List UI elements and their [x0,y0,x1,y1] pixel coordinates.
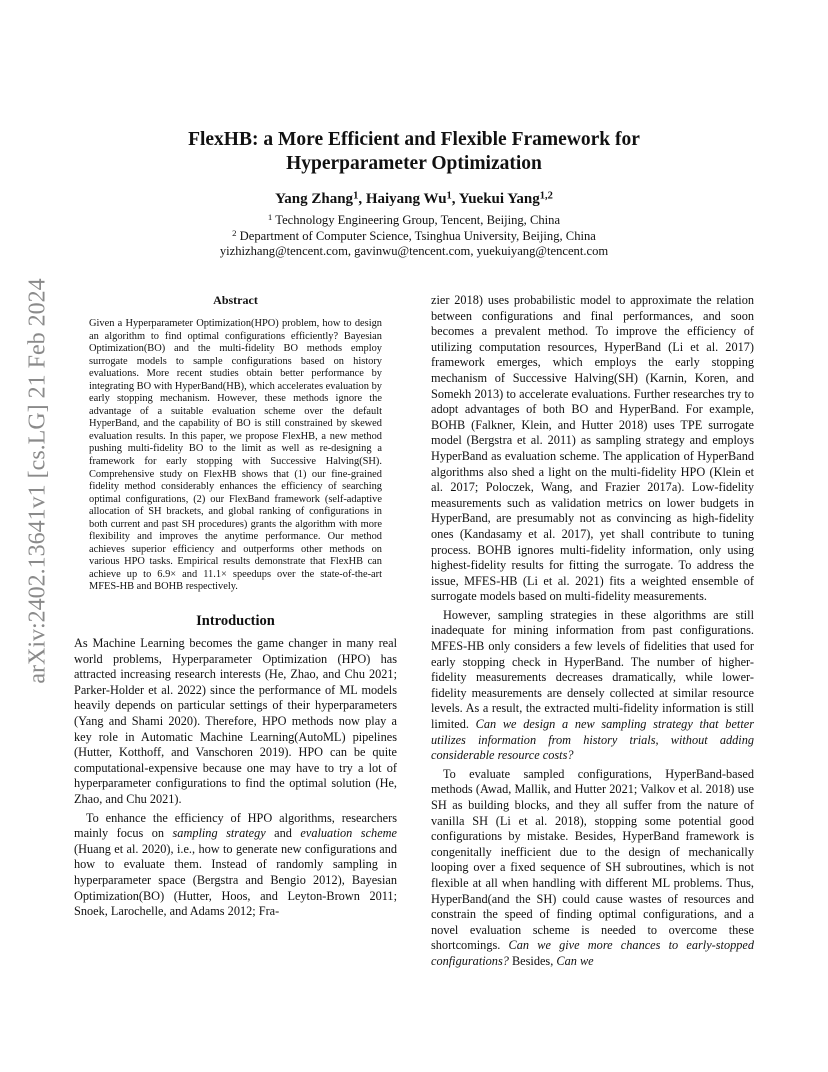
author-list: Yang Zhang$^1$, Haiyang Wu$^1$, Yuekui Yang$^{1,2}$ [275,190,553,207]
author-emails: yizhizhang@tencent.com, gavinwu@tencent.com, yuekuiyang@tencent.com [219,244,609,258]
intro-paragraph-2 [74,811,397,920]
title-line-1: FlexHB: a More Efficient and Flexible Framework for [188,129,640,150]
text-run: To evaluate sampled configurations, HyperBand-based methods (Awad, Mallik, and Hutter 2021; Valkov et al. 2018) use SH as building blocks, and they all suffer from the nature of vanilla SH (Li et al. 2018), stopping some potential good configurations by mistake. Besides, HyperBand framework is congenitally inefficient due to the design of mechanically looping over a fixed sequence of SH subroutines, which is not flexible at all when handling with different ML problems. Thus, HyperBand(and the SH) could cause wastes of resources and constrain the speed of finding optimal configurations, and a novel evaluation scheme is needed to overcome these shortcomings. [431,766,754,953]
emphasis-text: evaluation scheme [300,826,397,841]
paper-title [100,128,728,176]
left-column [74,293,397,920]
affil-mark: 1 [267,212,273,223]
text-run: To enhance the efficiency of HPO algorithms, researchers mainly focus on [74,810,397,841]
intro-paragraph-3 [431,608,754,764]
affiliation-text: Technology Engineering Group, Tencent, Beijing, China [275,213,561,227]
affil-mark: 2 [232,227,237,238]
author-name: Yang Zhang [275,191,354,207]
right-column [431,293,754,970]
text-run: Besides, [508,953,557,968]
author-affil-mark: 1,2 [539,190,553,202]
affiliation-1 [100,213,728,229]
intro-paragraph-1: As Machine Learning becomes the game changer in many real world problems, Hyperparameter Optimization (HPO) has attracted increasing research interests (He, Zhao, and Chu 2021; Parker-Holder et al. 2022) since the performance of ML models heavily depends on particular settings of their hyperparameters (Yang and Shami 2020). Therefore, HPO methods now play a key role in Automatic Machine Learning(AutoML) pipelines (Hutter, Kotthoff, and Vanschoren 2019). HPO can be quite computational-expensive because one may have to try a lot of hyperparameter configurations to find the optimal solution (He, Zhao, and Chu 2021). [74,636,397,806]
author-affil-mark: 1 [353,190,359,202]
emphasis-text: Can we design a new sampling strategy that better utilizes information from history trials, without adding considerable resource costs? [431,717,754,763]
emphasis-text: Can we give more chances to early-stopped configurations? [431,938,754,968]
intro-paragraph-4 [431,767,754,970]
author-name: Haiyang Wu [365,191,447,207]
author-affil-mark: 1 [446,190,452,202]
abstract-text: Given a Hyperparameter Optimization(HPO) problem, how to design an algorithm to find optimal configurations efficiently? Bayesian Optimization(BO) and the multi-fidelity BO methods employ surrogate models to sample configurations based on history evaluations. More recent studies obtain better performance by integrating BO with HyperBand(HB), which accelerates evaluation by early stopping mechanism. However, these methods ignore the advantage of a suitable evaluation scheme over the default HyperBand, and the capability of BO is still constrained by skewed evaluation results. In this paper, we propose FlexHB, a new method pushing multi-fidelity BO to the limit as well as re-designing a framework for early stopping with Successive Halving(SH). Comprehensive study on FlexHB shows that (1) our fine-grained fidelity method considerably enhances the efficiency of searching optimal configurations, (2) our FlexBand framework (self-adaptive allocation of SH brackets, and global ranking of configurations in both current and past SH procedures) grants the algorithm with more flexibility and improves the anytime performance. Our method achieves superior efficiency and outperforms other methods on various HPO tasks. Empirical results demonstrate that FlexHB can achieve up to 6.9× and 11.1× speedups over the state-of-the-art MFES-HB and BOHB respectively. [89,318,382,593]
arxiv-stamp [18,278,58,684]
affiliations [100,213,728,260]
affiliation-2 [100,229,728,245]
emphasis-text: sampling strategy [172,826,266,841]
text-run: and [265,826,301,841]
title-line-2: Hyperparameter Optimization [286,153,542,174]
text-run: (Huang et al. 2020), i.e., how to generate new configurations and how to evaluate them. Instead of randomly sampling in hyperparameter space (Bergstra and Bengio 2012), Bayesian Optimization(BO) (Hutter, Hoos, and Leyton-Brown 2011; Snoek, Larochelle, and Adams 2012; Fra- [74,841,397,919]
introduction-heading: Introduction [196,613,275,630]
arxiv-id: arXiv:2402.13641v1 [cs.LG] 21 Feb 2024 [24,278,51,684]
affiliation-text: Department of Computer Science, Tsinghua University, Beijing, China [239,228,596,243]
author-name: Yuekui Yang [458,191,540,207]
abstract-heading: Abstract [213,293,258,307]
intro-paragraph-2-cont: zier 2018) uses probabilistic model to approximate the relation between configurations and final performances, and soon becomes a prevalent method. To improve the efficiency of utilizing computation resources, HyperBand (Li et al. 2017) framework emerges, which employs the early stopping mechanism of Successive Halving(SH) (Karnin, Koren, and Somekh 2013) to accelerate evaluations. Further researches try to adopt advantages of both BO and HyperBand. For example, BOHB (Falkner, Klein, and Hutter 2018) uses TPE surrogate model (Bergstra et al. 2011) as sampling strategy and employs HyperBand as evaluation scheme. The application of HyperBand algorithms also shed a light on the multi-fidelity HPO (Klein et al. 2017; Poloczek, Wang, and Frazier 2017a). Low-fidelity measurements such as validation metrics on lower budgets in HyperBand, are presumably not as convincing as high-fidelity ones (Kandasamy et al. 2017), yet shall contribute to tuning process. BOHB ignores multi-fidelity information, only using highest-fidelity results for fitting the surrogate. To address the issue, MFES-HB (Li et al. 2021) fits a weighted ensemble of surrogate models based on multi-fidelity measurements. [431,293,754,604]
emphasis-text: Can we [556,953,594,968]
text-run: However, sampling strategies in these algorithms are still inadequate for mining information from past configurations. MFES-HB only considers a few levels of fidelities that used for early stopping check in HyperBand. The number of higher-fidelity measurements decreases dramatically, while lower-fidelity measurements are densely collected at similar resource levels. As a result, the extracted multi-fidelity information is still limited. [431,607,754,732]
